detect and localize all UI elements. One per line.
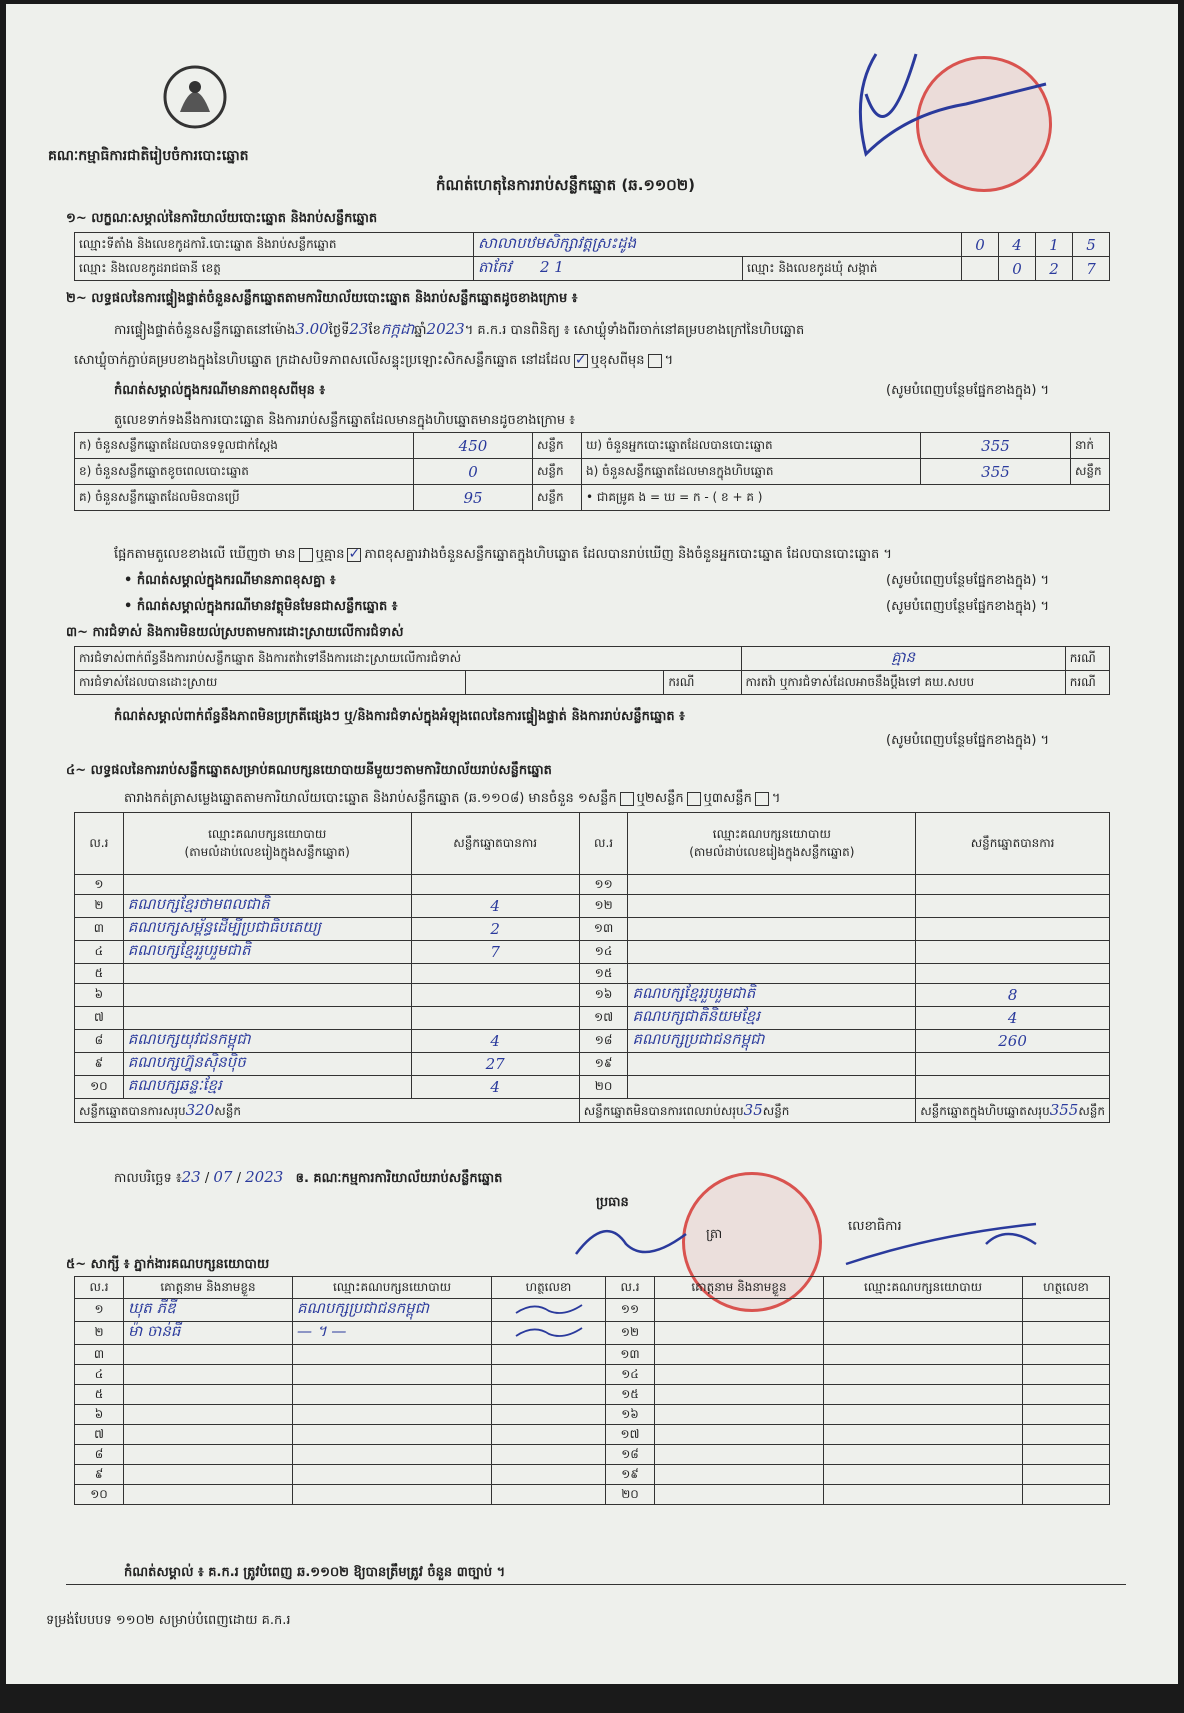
time-value: 3.00 [295, 320, 329, 338]
w-col-name: គោត្តនាម និងនាមខ្លួន [124, 1277, 293, 1299]
s3-r2-label: ការជំទាស់ដែលបានដោះស្រាយ [75, 671, 466, 695]
row-no: ២ [75, 895, 124, 918]
witness-name [124, 1485, 293, 1505]
formula: • ជាគម្រូគ ង = ឃ = ក - ( ខ + គ ) [582, 485, 1110, 511]
w-row-no: ១០ [75, 1485, 124, 1505]
date-month: 07 [213, 1168, 233, 1186]
total-box-unit: សន្លឹក [1078, 1103, 1105, 1118]
witness-party [293, 1445, 492, 1465]
w-row-no: ១១ [606, 1299, 655, 1322]
s3-r2b-label: ការតវ៉ា ឬការជំទាស់ដែលអាចនឹងប្តឹងទៅ គឃ.សបប [741, 671, 1065, 695]
row-no: ១៥ [579, 964, 628, 984]
w-row-no: ១២ [606, 1322, 655, 1345]
row-no: ១៩ [579, 1053, 628, 1076]
col-no-right: ល.រ [579, 813, 628, 875]
s1-r2-value: តាកែវ [478, 257, 512, 276]
total-invalid-value: 35 [743, 1100, 763, 1119]
code-digit: 7 [1073, 257, 1110, 281]
witness-row [75, 1299, 1110, 1322]
witness-party [293, 1345, 492, 1365]
s3-r1-unit: ករណី [1065, 647, 1109, 671]
votes: 4 [411, 895, 579, 918]
result-row [75, 895, 1110, 918]
s3-r2-unit: ករណី [664, 671, 741, 695]
s3-fill: (សូមបំពេញបន្ថែមផ្នែកខាងក្នុង) ។ [886, 733, 1050, 748]
party-name [123, 875, 411, 895]
row-no: ៨ [75, 1030, 124, 1053]
row-no: ៩ [75, 1053, 124, 1076]
s2-counts-table [74, 432, 1110, 511]
w-row-no: ៩ [75, 1465, 124, 1485]
w-col-party: ឈ្មោះគណបក្សនយោបាយ [293, 1277, 492, 1299]
w-row-no: ៥ [75, 1385, 124, 1405]
witness-name [124, 1405, 293, 1425]
party-name: គណបក្សសម្ព័ន្ធដើម្បីប្រជាធិបតេយ្យ [123, 918, 411, 941]
witness-name [124, 1465, 293, 1485]
row-no: ៦ [75, 984, 124, 1007]
year-value: 2023 [426, 320, 465, 338]
votes [411, 964, 579, 984]
s2-line2: សោឃ្លុំចាក់ភ្ជាប់គម្របខាងក្នុងនៃហិបឆ្នោត ក្រដាសបិទភាពសលើសន្ទុះប្រឡោះសិកសន្លឹកឆ្នោត នៅដដែល ✓ ឬខុសពីមុន ។ [74, 351, 674, 368]
secretary-label: លេខាធិការ [848, 1219, 902, 1234]
org-name: គណៈកម្មាធិការជាតិរៀបចំការបោះឆ្នោត [48, 148, 249, 164]
checkbox-has[interactable] [299, 548, 313, 562]
witness-row [75, 1345, 1110, 1365]
result-row [75, 875, 1110, 895]
section2-heading: ២~ លទ្ធផលនៃការផ្ទៀងផ្ទាត់ចំនួនសន្លឹកឆ្នោតតាមការិយាល័យបោះឆ្នោត និងរាប់សន្លឹកឆ្នោតដូចខាងក្រោម ៖ [66, 291, 578, 306]
s2-p4: ផ្អែកតាមតួលេខខាងលើ ឃើញថា មាន ឬគ្មាន ✓ ភាពខុសគ្នារវាងចំនួនសន្លឹកឆ្នោតក្នុងហិបឆ្នោត ដែលបានរាប់ឃើញ និងចំនួនអ្នកបោះឆ្នោត ដែលបានបោះឆ្នោត ។ [114, 545, 892, 562]
witness-party [293, 1405, 492, 1425]
s1-r2-label: ឈ្មោះ និងលេខកូដរាជធានី ខេត្ត [75, 257, 474, 281]
votes [916, 918, 1110, 941]
s3-r1-label: ការជំទាស់ពាក់ព័ន្ធនឹងការរាប់សន្លឹកឆ្នោត និងការតវ៉ាទៅនឹងការដោះស្រាយលើការជំទាស់ [75, 647, 742, 671]
date-year: 2023 [245, 1168, 284, 1186]
col-no: ល.រ [75, 813, 124, 875]
total-invalid-label: សន្លឹកឆ្នោតមិនបានការពេលរាប់សរុប [583, 1103, 744, 1118]
row-a-unit: សន្លឹក [533, 433, 582, 459]
w-row-no: ៤ [75, 1365, 124, 1385]
row-c-value: 95 [414, 485, 533, 511]
code-digit: 0 [999, 257, 1036, 281]
witness-party: — ។ — [293, 1322, 492, 1345]
day-value: 23 [349, 320, 369, 338]
s2-b2: • កំណត់សម្គាល់ក្នុងករណីមានវត្ថុមិនមែនជាសន្លឹកឆ្នោត ៖ [124, 599, 398, 614]
votes: 4 [411, 1030, 579, 1053]
witness-party: គណបក្សប្រជាជនកម្ពុជា [293, 1299, 492, 1322]
votes: 4 [411, 1076, 579, 1099]
w-row-no: ២ [75, 1322, 124, 1345]
row-no: ១៧ [579, 1007, 628, 1030]
row-d-unit: នាក់ [1071, 433, 1110, 459]
s2-b1-fill: (សូមបំពេញបន្ថែមផ្នែកខាងក្នុង) ។ [886, 573, 1050, 588]
party-name [628, 964, 916, 984]
date-day: 23 [181, 1168, 201, 1186]
result-row [75, 1076, 1110, 1099]
total-valid-label: សន្លឹកឆ្នោតបានការសរុប [79, 1103, 186, 1118]
party-name: គណបក្សខ្មែរថាមពលជាតិ [123, 895, 411, 918]
witness-row [75, 1385, 1110, 1405]
result-row [75, 1053, 1110, 1076]
votes: 260 [916, 1030, 1110, 1053]
checkbox-1sheet[interactable] [620, 792, 634, 806]
s2-b2-fill: (សូមបំពេញបន្ថែមផ្នែកខាងក្នុង) ។ [886, 599, 1050, 614]
witness-row [75, 1485, 1110, 1505]
party-name: គណបក្សខ្មែររួបរួមជាតិ [123, 941, 411, 964]
col-party-right: ឈ្មោះគណបក្សនយោបាយ [712, 826, 831, 841]
row-no: ១៤ [579, 941, 628, 964]
signature-top-icon [846, 34, 1066, 174]
w-row-no: ៨ [75, 1445, 124, 1465]
result-row [75, 941, 1110, 964]
votes: 8 [916, 984, 1110, 1007]
w-row-no: ២០ [606, 1485, 655, 1505]
row-d-value: 355 [921, 433, 1071, 459]
document-page [6, 4, 1178, 1684]
s1-r2-label2: ឈ្មោះ និងលេខកូដឃុំ សង្កាត់ [743, 257, 962, 281]
col-party-sub-right: (តាមលំដាប់លេខរៀងក្នុងសន្លឹកឆ្នោត) [689, 844, 855, 859]
party-name [123, 1007, 411, 1030]
w-row-no: ១៩ [606, 1465, 655, 1485]
witness-row [75, 1445, 1110, 1465]
s2-note1: កំណត់សម្គាល់ក្នុងករណីមានភាពខុសពីមុន ៖ [114, 383, 326, 398]
party-name [628, 941, 916, 964]
s4-intro: តារាងកត់ត្រាសម្លេងឆ្នោតតាមការិយាល័យបោះឆ្នោត និងរាប់សន្លឹកឆ្នោត (ឆ.១១០៨) មានចំនួន ១សន្លឹក ឬ២សន្លឹក ឬ៣សន្លឹក ។ [124, 791, 781, 806]
divider [66, 1584, 1126, 1585]
total-box-label: សន្លឹកឆ្នោតក្នុងហិបឆ្នោតសរុប [920, 1103, 1050, 1118]
s3-r2b-unit: ករណី [1065, 671, 1109, 695]
witness-name [124, 1425, 293, 1445]
party-name: គណបក្សប្រជាជនកម្ពុជា [628, 1030, 916, 1053]
col-party-sub: (តាមលំដាប់លេខរៀងក្នុងសន្លឹកឆ្នោត) [184, 844, 350, 859]
s1-r1-label: ឈ្មោះទីតាំង និងលេខកូដការិ.បោះឆ្នោត និងរាប់សន្លឹកឆ្នោត [75, 233, 474, 257]
month-value: កក្កដា [380, 320, 415, 338]
witness-name: ឃុត ភីឌី [124, 1299, 293, 1322]
result-row [75, 1007, 1110, 1030]
checkbox-none[interactable]: ✓ [348, 545, 361, 562]
w-row-no: ១៣ [606, 1345, 655, 1365]
col-party: ឈ្មោះគណបក្សនយោបាយ [208, 826, 327, 841]
row-c-unit: សន្លឹក [533, 485, 582, 511]
row-d-label: ឃ) ចំនួនអ្នកបោះឆ្នោតដែលបានបោះឆ្នោត [582, 433, 921, 459]
w-col-sig-right: ហត្ថលេខា [1023, 1277, 1110, 1299]
code-digit: 2 [1036, 257, 1073, 281]
w-col-party-right: ឈ្មោះគណបក្សនយោបាយ [824, 1277, 1023, 1299]
party-name: គណបក្សឆន្ទៈខ្មែរ [123, 1076, 411, 1099]
party-name [628, 918, 916, 941]
row-a-value: 450 [414, 433, 533, 459]
w-row-no: ៦ [75, 1405, 124, 1425]
date-line: កាលបរិច្ឆេទ ៖23 / 07 / 2023 ឲ. គណៈកម្មការការិយាល័យរាប់សន្លឹកឆ្នោត [114, 1168, 503, 1186]
chair-label: ប្រធាន [596, 1195, 629, 1210]
s1-r1-value: សាលាបឋមសិក្សាវត្តស្រះដូង [474, 233, 962, 257]
row-b-value: 0 [414, 459, 533, 485]
witness-party [293, 1425, 492, 1445]
signature-icon [514, 1301, 584, 1317]
witness-row [75, 1322, 1110, 1345]
total-valid-unit: សន្លឹក [214, 1103, 241, 1118]
section5-heading: ៥~ សាក្សី ៖ ភ្នាក់ងារគណបក្សនយោបាយ [66, 1257, 270, 1272]
col-votes: សន្លឹកឆ្នោតបានការ [411, 813, 579, 875]
row-no: ៤ [75, 941, 124, 964]
row-no: ២០ [579, 1076, 628, 1099]
code-digit: 0 [962, 233, 999, 257]
s2-note1-fill: (សូមបំពេញបន្ថែមផ្នែកខាងក្នុង) ។ [886, 383, 1050, 398]
secretary-signature-icon [836, 1204, 1066, 1284]
row-no: ១២ [579, 895, 628, 918]
s2-p3: តួលេខទាក់ទងនឹងការបោះឆ្នោត និងការរាប់សន្លឹកឆ្នោតដែលមានក្នុងហិបឆ្នោតមានដូចខាងក្រោម ៖ [114, 413, 575, 428]
row-no: ១៨ [579, 1030, 628, 1053]
votes [411, 875, 579, 895]
s3-note: កំណត់សម្គាល់ពាក់ព័ន្ធនឹងភាពមិនប្រក្រតីផ្សេងៗ ឬ/និងការជំទាស់ក្នុងអំឡុងពេលនៃការផ្ទៀងផ្ទាត់ និងការរាប់សន្លឹកឆ្នោត ៖ [114, 709, 685, 724]
votes: 27 [411, 1053, 579, 1076]
witness-name [124, 1365, 293, 1385]
w-row-no: ១ [75, 1299, 124, 1322]
party-name: គណបក្សហ្វ៊ុនស៊ិនប៉ិច [123, 1053, 411, 1076]
votes [916, 941, 1110, 964]
row-e-label: ង) ចំនួនសន្លឹកឆ្នោតដែលមានក្នុងហិបឆ្នោត [582, 459, 921, 485]
section1-heading: ១~ លក្ខណៈសម្គាល់នៃការិយាល័យបោះឆ្នោត និងរាប់សន្លឹកឆ្នោត [66, 211, 378, 226]
w-row-no: ១៤ [606, 1365, 655, 1385]
party-name [628, 1076, 916, 1099]
row-b-label: ខ) ចំនួនសន្លឹកឆ្នោតខូចពេលបោះឆ្នោត [75, 459, 414, 485]
checkbox-same[interactable]: ✓ [574, 351, 587, 368]
witness-name [124, 1445, 293, 1465]
form-label: ទម្រង់បែបបទ ១១០២ សម្រាប់បំពេញដោយ គ.ក.រ [46, 1613, 291, 1628]
votes: 4 [916, 1007, 1110, 1030]
votes [916, 875, 1110, 895]
witness-table [74, 1276, 1110, 1505]
chair-signature-icon [566, 1204, 696, 1274]
doc-title: កំណត់ហេតុនៃការរាប់សន្លឹកឆ្នោត (ឆ.១១០២) [436, 176, 696, 194]
w-col-no: ល.រ [75, 1277, 124, 1299]
witness-name [124, 1345, 293, 1365]
s3-table [74, 646, 1110, 695]
row-no: ១ [75, 875, 124, 895]
w-row-no: ១៦ [606, 1405, 655, 1425]
code-digit: 1 [1036, 233, 1073, 257]
row-no: ៥ [75, 964, 124, 984]
s1-r2-num2: 1 [554, 257, 564, 276]
witness-row [75, 1405, 1110, 1425]
s1-r2-num: 2 [539, 257, 550, 276]
witness-name [124, 1385, 293, 1405]
result-row [75, 1030, 1110, 1053]
section4-heading: ៤~ លទ្ធផលនៃការរាប់សន្លឹកឆ្នោតសម្រាប់គណបក្សនយោបាយនីមួយៗតាមការិយាល័យរាប់សន្លឹកឆ្នោត [66, 763, 552, 778]
witness-party [293, 1385, 492, 1405]
committee-label: ឲ. គណៈកម្មការការិយាល័យរាប់សន្លឹកឆ្នោត [295, 1171, 503, 1186]
row-no: ១១ [579, 875, 628, 895]
row-no: ៧ [75, 1007, 124, 1030]
party-name: គណបក្សយុវជនកម្ពុជា [123, 1030, 411, 1053]
footnote: កំណត់សម្គាល់ ៖ គ.ក.រ ត្រូវបំពេញ ឆ.១១០២ ឱ្យបានត្រឹមត្រូវ ចំនួន ៣ច្បាប់ ។ [124, 1565, 506, 1580]
checkbox-2sheet[interactable] [687, 792, 701, 806]
witness-name: ម៉ា ចាន់ធី [124, 1322, 293, 1345]
witness-party [293, 1465, 492, 1485]
w-row-no: ១៥ [606, 1385, 655, 1405]
total-box-value: 355 [1049, 1100, 1079, 1119]
votes: 2 [411, 918, 579, 941]
w-col-sig: ហត្ថលេខា [492, 1277, 606, 1299]
row-no: ១០ [75, 1076, 124, 1099]
votes [916, 1053, 1110, 1076]
party-name [628, 875, 916, 895]
party-name: គណបក្សជាតិនិយមខ្មែរ [628, 1007, 916, 1030]
witness-row [75, 1465, 1110, 1485]
votes: 7 [411, 941, 579, 964]
w-row-no: ១៨ [606, 1445, 655, 1465]
seal-label: ត្រា [706, 1227, 723, 1242]
party-name [123, 984, 411, 1007]
votes [916, 964, 1110, 984]
row-no: ១៣ [579, 918, 628, 941]
result-row [75, 984, 1110, 1007]
w-col-no-right: ល.រ [606, 1277, 655, 1299]
votes [916, 895, 1110, 918]
signature-icon [514, 1324, 584, 1340]
s2-b1: • កំណត់សម្គាល់ក្នុងករណីមានភាពខុសគ្នា ៖ [124, 573, 336, 588]
party-name [628, 895, 916, 918]
emblem-icon [160, 62, 230, 132]
w-row-no: ៣ [75, 1345, 124, 1365]
result-row [75, 918, 1110, 941]
row-a-label: ក) ចំនួនសន្លឹកឆ្នោតដែលបានទទួលជាក់ស្តែង [75, 433, 414, 459]
s2-line1: ការផ្ទៀងផ្ទាត់ចំនួនសន្លឹកឆ្នោតនៅម៉ោង3.00ថ្ងៃទី23ខែកក្កដាឆ្នាំ2023។ គ.ក.រ បានពិនិត្យ ៖ សោឃ្លុំទាំងពីរចាក់នៅគម្របខាងក្រៅនៃហិបឆ្នោត [114, 320, 805, 338]
code-digit: 5 [1073, 233, 1110, 257]
w-row-no: ១៧ [606, 1425, 655, 1445]
section3-heading: ៣~ ការជំទាស់ និងការមិនយល់ស្របតាមការដោះស្រាយលើការជំទាស់ [66, 625, 404, 640]
total-invalid-unit: សន្លឹក [762, 1103, 790, 1118]
row-no: ៣ [75, 918, 124, 941]
total-valid-value: 320 [185, 1100, 215, 1119]
w-col-name-right: គោត្តនាម និងនាមខ្លួន [655, 1277, 824, 1299]
witness-row [75, 1365, 1110, 1385]
witness-party [293, 1485, 492, 1505]
section1-table [74, 232, 1110, 281]
party-name: គណបក្សខ្មែររួបរួមជាតិ [628, 984, 916, 1007]
row-e-value: 355 [921, 459, 1071, 485]
checkbox-different[interactable] [648, 354, 662, 368]
w-row-no: ៧ [75, 1425, 124, 1445]
row-no: ១៦ [579, 984, 628, 1007]
s3-r1-value: គ្មាន [741, 647, 1065, 671]
votes [411, 1007, 579, 1030]
row-c-label: គ) ចំនួនសន្លឹកឆ្នោតដែលមិនបានប្រើ [75, 485, 414, 511]
col-votes-right: សន្លឹកឆ្នោតបានការ [916, 813, 1110, 875]
party-name [123, 964, 411, 984]
row-b-unit: សន្លឹក [533, 459, 582, 485]
result-row [75, 964, 1110, 984]
results-table [74, 812, 1110, 1123]
party-name [628, 1053, 916, 1076]
row-e-unit: សន្លឹក [1071, 459, 1110, 485]
votes [411, 984, 579, 1007]
code-digit: 4 [999, 233, 1036, 257]
witness-row [75, 1425, 1110, 1445]
witness-party [293, 1365, 492, 1385]
votes [916, 1076, 1110, 1099]
checkbox-3sheet[interactable] [755, 792, 769, 806]
